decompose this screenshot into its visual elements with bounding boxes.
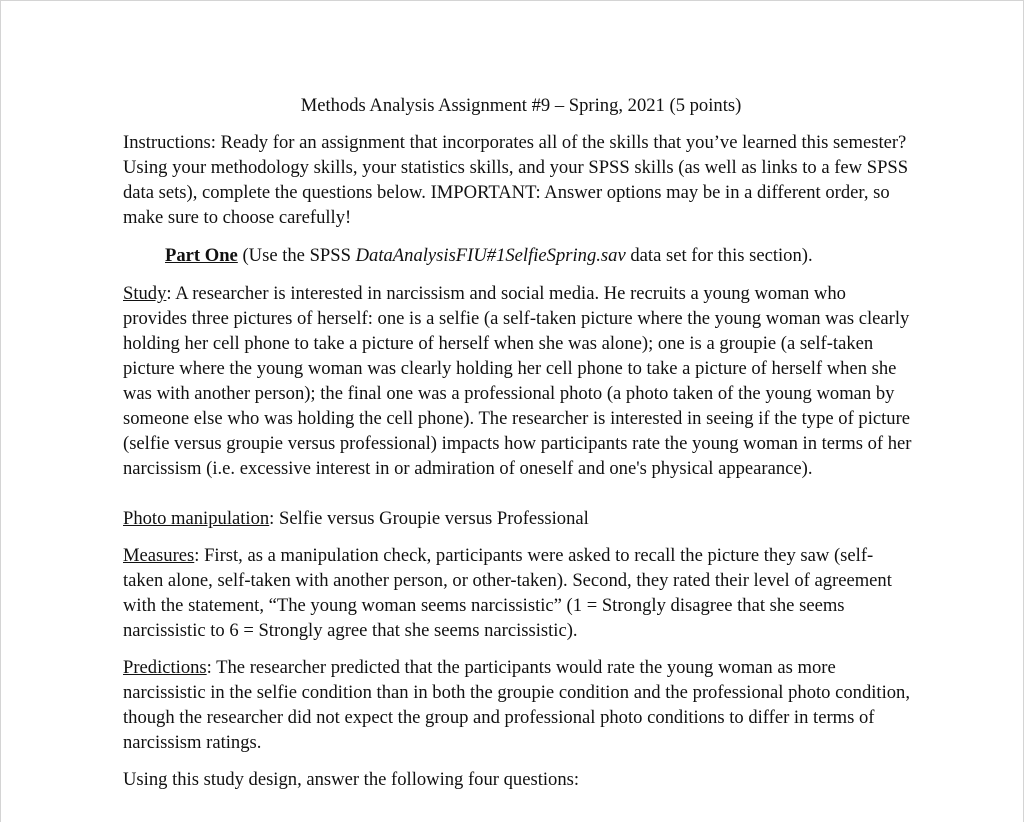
assignment-title: Methods Analysis Assignment #9 – Spring, 2021 (5 points): [300, 95, 742, 116]
measures-label: Measures: [123, 545, 195, 566]
study-text: : A researcher is interested in narcissism and social media. He recruits a young woman who provides three pictures of herself: one is a selfie (a self-taken picture where the young woman was clearly holding her cell phone to take a picture of herself when she was alone); one is a groupie (a self-taken picture where the young woman was clearly holding her cell phone to take a picture of herself when she was with another person); the final one was a professional photo (a photo taken of the young woman by someone else who was holding the cell phone). The researcher is interested in seeing if the type of picture (selfie versus groupie versus professional) impacts how participants rate the young woman in terms of her narcissism (i.e. excessive interest in or admiration of oneself and one's physical appearance).: [123, 283, 912, 479]
measures-paragraph: [123, 543, 913, 643]
instructions-paragraph: Instructions: Ready for an assignment that incorporates all of the skills that you’ve learned this semester? Using your methodology skills, your statistics skills, and your SPSS skills (as well as links to a few SPSS data sets), complete the questions below. IMPORTANT: Answer options may be in a different order, so make sure to choose carefully!: [123, 132, 909, 228]
closing-line: Using this study design, answer the following four questions:: [123, 769, 580, 790]
study-label: Study: [123, 283, 167, 304]
dataset-filename: DataAnalysisFIU#1SelfieSpring.sav: [355, 245, 626, 266]
part-one-label: Part One: [165, 245, 238, 266]
predictions-label: Predictions: [123, 657, 207, 678]
photo-manipulation-text: : Selfie versus Groupie versus Professional: [269, 508, 589, 529]
part-one-text-before: (Use the SPSS: [237, 245, 356, 266]
part-one-text-after: data set for this section).: [625, 245, 813, 266]
predictions-text: : The researcher predicted that the participants would rate the young woman as more narcissistic in the selfie condition than in both the groupie condition and the professional photo condition, though the researcher did not expect the group and professional photo conditions to differ in terms of narcissism ratings.: [123, 657, 910, 753]
study-paragraph: [123, 281, 913, 481]
part-one-heading: [123, 243, 913, 268]
measures-text: : First, as a manipulation check, participants were asked to recall the picture they saw (self-taken alone, self-taken with another person, or other-taken). Second, they rated their level of agreement with the statement, “The young woman seems narcissistic” (1 = Strongly disagree that she seems narcissistic to 6 = Strongly agree that she seems narcissistic).: [123, 545, 892, 641]
photo-manipulation-label: Photo manipulation: [123, 508, 270, 529]
document-body: [123, 93, 913, 792]
photo-manipulation-paragraph: [123, 506, 913, 531]
predictions-paragraph: [123, 655, 913, 755]
